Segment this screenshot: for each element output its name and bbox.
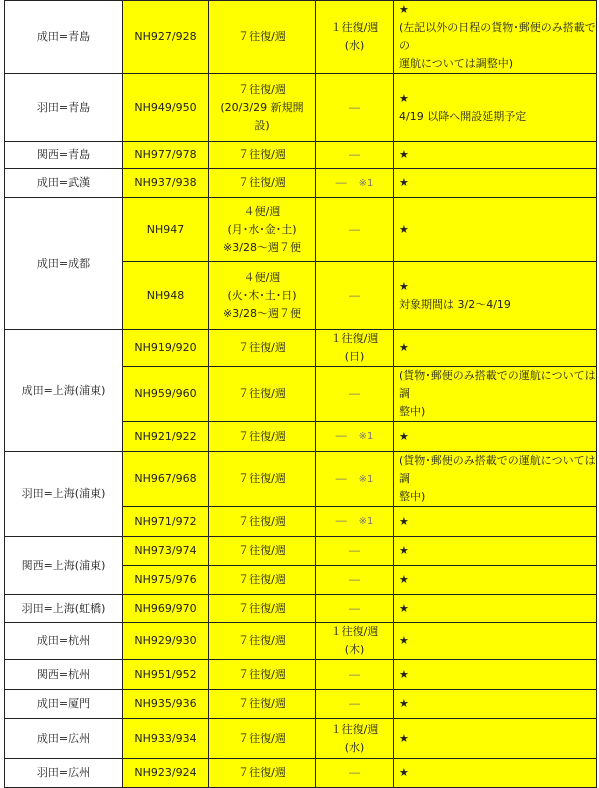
suspension-cell: ― ※1 — [316, 507, 394, 537]
route-cell: 成田=武漢 — [5, 169, 123, 198]
remarks-cell: ★ — [394, 759, 597, 788]
suspension-cell: ― — [316, 367, 394, 422]
table-body — [5, 1, 597, 788]
frequency-cell: ７往復/週 — [209, 537, 316, 566]
suspension-cell: １往復/週 (日) — [316, 330, 394, 367]
suspension-cell: ― — [316, 74, 394, 142]
suspension-cell: ― — [316, 690, 394, 719]
flight-number-cell: NH921/922 — [123, 422, 209, 452]
frequency-cell: ７往復/週 — [209, 1, 316, 74]
remarks-cell: ★ — [394, 422, 597, 452]
suspension-cell: ― — [316, 566, 394, 595]
route-cell: 羽田=上海(虹橋) — [5, 595, 123, 623]
frequency-cell: ７往復/週 — [209, 330, 316, 367]
suspension-cell: １往復/週 (木) — [316, 623, 394, 660]
flight-number-cell: NH933/934 — [123, 719, 209, 759]
table-row — [5, 74, 597, 142]
route-cell: 羽田=上海(浦東) — [5, 452, 123, 537]
flight-number-cell: NH919/920 — [123, 330, 209, 367]
flight-number-cell: NH975/976 — [123, 566, 209, 595]
footnote-mark: ※1 — [358, 431, 374, 442]
frequency-cell: ４便/週 (火･木･土･日) ※3/28～週７便 — [209, 262, 316, 330]
route-cell: 関西=杭州 — [5, 660, 123, 690]
table-row — [5, 719, 597, 759]
route-cell: 関西=青島 — [5, 142, 123, 169]
table-row — [5, 169, 597, 198]
flight-number-cell: NH935/936 — [123, 690, 209, 719]
suspension-cell: １往復/週 (水) — [316, 1, 394, 74]
remarks-cell: (貨物･郵便のみ搭載での運航については調 整中) — [394, 367, 597, 422]
suspension-cell: ― — [316, 660, 394, 690]
suspension-cell: ― ※1 — [316, 169, 394, 198]
table-row — [5, 537, 597, 566]
remarks-cell: ★ — [394, 198, 597, 262]
suspension-cell: １往復/週 (水) — [316, 719, 394, 759]
frequency-cell: ７往復/週 — [209, 759, 316, 788]
route-cell: 成田=青島 — [5, 1, 123, 74]
flight-number-cell: NH969/970 — [123, 595, 209, 623]
footnote-mark: ※1 — [358, 177, 374, 189]
frequency-cell: ７往復/週 — [209, 623, 316, 660]
route-cell: 成田=広州 — [5, 719, 123, 759]
suspension-cell: ― — [316, 537, 394, 566]
table-row — [5, 690, 597, 719]
remarks-cell: ★ — [394, 507, 597, 537]
frequency-cell: ７往復/週 — [209, 507, 316, 537]
flight-number-cell: NH959/960 — [123, 367, 209, 422]
frequency-cell: ７往復/週 — [209, 719, 316, 759]
frequency-cell: ７往復/週 — [209, 142, 316, 169]
frequency-cell: ７往復/週 — [209, 566, 316, 595]
footnote-mark: ※1 — [358, 516, 374, 527]
remarks-cell: ★ (左記以外の日程の貨物･郵便のみ搭載での 運航については調整中) — [394, 1, 597, 74]
flight-number-cell: NH947 — [123, 198, 209, 262]
flight-number-cell: NH971/972 — [123, 507, 209, 537]
suspension-cell: ― — [316, 759, 394, 788]
frequency-cell: ７往復/週 — [209, 690, 316, 719]
remarks-cell: ★ — [394, 142, 597, 169]
frequency-cell: ７往復/週 — [209, 169, 316, 198]
table-row — [5, 142, 597, 169]
remarks-cell: ★ — [394, 566, 597, 595]
flight-number-cell: NH977/978 — [123, 142, 209, 169]
remarks-cell: ★ — [394, 623, 597, 660]
remarks-cell: (貨物･郵便のみ搭載での運航については調 整中) — [394, 452, 597, 507]
flight-schedule-table — [4, 0, 597, 788]
remarks-cell: ★ 対象期間は 3/2～4/19 — [394, 262, 597, 330]
flight-number-cell: NH951/952 — [123, 660, 209, 690]
remarks-cell: ★ — [394, 595, 597, 623]
flight-number-cell: NH967/968 — [123, 452, 209, 507]
route-cell: 成田=杭州 — [5, 623, 123, 660]
remarks-cell: ★ — [394, 537, 597, 566]
remarks-cell: ★ — [394, 719, 597, 759]
table-row — [5, 623, 597, 660]
table-row — [5, 660, 597, 690]
route-cell: 羽田=青島 — [5, 74, 123, 142]
suspension-cell: ― — [316, 142, 394, 169]
flight-number-cell: NH937/938 — [123, 169, 209, 198]
table-row — [5, 198, 597, 262]
remarks-cell: ★ — [394, 330, 597, 367]
table-row — [5, 595, 597, 623]
frequency-cell: ４便/週 (月･水･金･土) ※3/28～週７便 — [209, 198, 316, 262]
frequency-cell: ７往復/週 — [209, 595, 316, 623]
footnote-mark: ※1 — [358, 473, 374, 485]
frequency-cell: ７往復/週 — [209, 367, 316, 422]
route-cell: 成田=上海(浦東) — [5, 330, 123, 452]
suspension-cell: ― ※1 — [316, 422, 394, 452]
remarks-cell: ★ — [394, 660, 597, 690]
flight-number-cell: NH923/924 — [123, 759, 209, 788]
route-cell: 成田=成都 — [5, 198, 123, 330]
suspension-cell: ― — [316, 198, 394, 262]
flight-number-cell: NH949/950 — [123, 74, 209, 142]
suspension-cell: ― — [316, 595, 394, 623]
frequency-cell: ７往復/週 — [209, 422, 316, 452]
route-cell: 成田=厦門 — [5, 690, 123, 719]
flight-number-cell: NH927/928 — [123, 1, 209, 74]
suspension-cell: ― — [316, 262, 394, 330]
frequency-cell: ７往復/週 (20/3/29 新規開 設) — [209, 74, 316, 142]
flight-number-cell: NH929/930 — [123, 623, 209, 660]
suspension-cell: ― ※1 — [316, 452, 394, 507]
table-row — [5, 759, 597, 788]
remarks-cell: ★ — [394, 690, 597, 719]
flight-number-cell: NH948 — [123, 262, 209, 330]
frequency-cell: ７往復/週 — [209, 452, 316, 507]
table-row — [5, 330, 597, 367]
flight-number-cell: NH973/974 — [123, 537, 209, 566]
route-cell: 関西=上海(浦東) — [5, 537, 123, 595]
remarks-cell: ★ 4/19 以降へ開設延期予定 — [394, 74, 597, 142]
table-row — [5, 1, 597, 74]
remarks-cell: ★ — [394, 169, 597, 198]
frequency-cell: ７往復/週 — [209, 660, 316, 690]
route-cell: 羽田=広州 — [5, 759, 123, 788]
table-row — [5, 452, 597, 507]
